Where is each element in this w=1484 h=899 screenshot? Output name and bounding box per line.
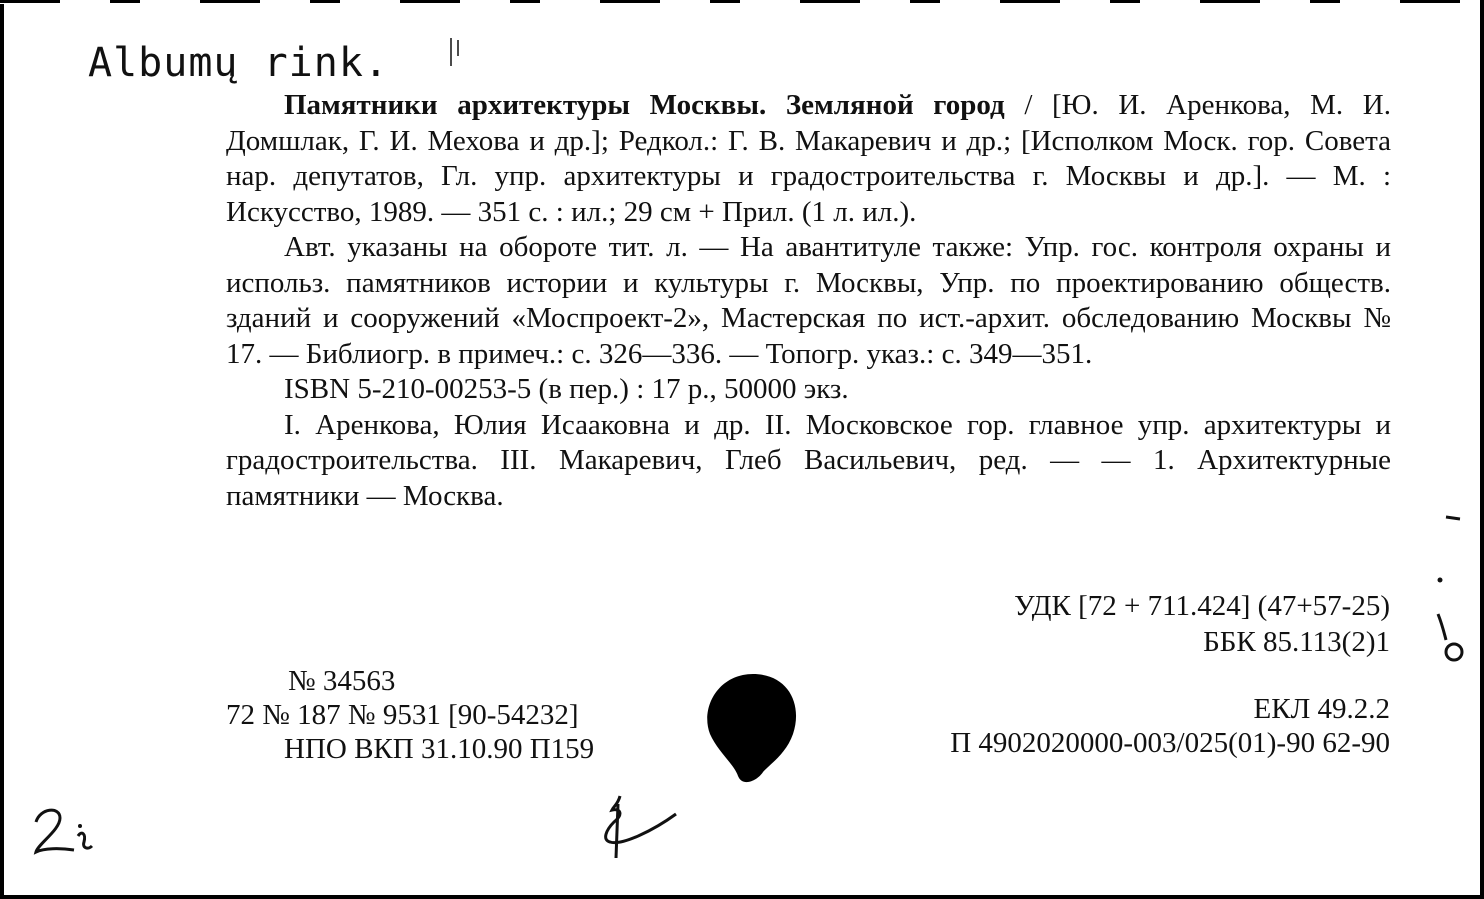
bibliographic-entry [226,88,1391,514]
classification-block [1014,588,1390,660]
ekl-code: ЕКЛ 49.2.2 [1253,693,1390,725]
ink-speck-icon [1444,512,1464,522]
entry-tracings: I. Аренкова, Юлия Исааковна и др. II. Московское гор. главное упр. архитектуры и градостроительства. III. Макаревич, Глеб Васильевич, ред. — — 1. Архитектурные памятники — Москва. [226,408,1391,512]
collection-stamp: Albumų rink. [88,40,389,86]
ink-speck-icon [1436,576,1444,584]
entry-isbn: ISBN 5-210-00253-5 (в пер.) : 17 р., 50000 экз. [284,373,849,405]
entry-note: Авт. указаны на обороте тит. л. — На авантитуле также: Упр. гос. контроля охраны и использ. памятников истории и культуры г. Москвы, Упр. по проектированию обществ. зданий и сооружений «Моспроект-2», Мастерская по ист.-архит. обследованию Москвы № 17. — Библиогр. в примеч.: с. 326—336. — Топогр. указ.: с. 349—351. [226,231,1391,370]
handwritten-mark-icon [30,800,100,860]
entry-title: Памятники архитектуры Москвы. Земляной город [284,89,1005,121]
inventory-line-3: НПО ВКП 31.10.90 П159 [284,733,595,765]
card-left-edge [0,4,4,899]
inventory-number: № 34563 [288,665,396,697]
ink-speck-icon [448,36,462,72]
card-top-edge [0,0,1484,3]
checkmark-icon [592,790,692,870]
card-right-edge [1480,0,1484,899]
entry-description: / [Ю. И. Аренкова, М. И. Домшлак, Г. И. Мехова и др.]; Редкол.: Г. В. Макаревич и др.; [Исполком Моск. гор. Совета нар. депутатов, Гл. упр. архитектуры и градостроительства г. Москвы и др.]. — М. : Искусство, 1989. — 351 с. : ил.; 29 см + Прил. (1 л. ил.). [226,89,1391,228]
codes-block [950,692,1390,760]
udc-code: УДК [72 + 711.424] (47+57-25) [1014,590,1390,622]
card-bottom-edge [0,895,1484,899]
bbk-code: ББК 85.113(2)1 [1203,626,1390,658]
entry-main [226,88,1391,230]
inventory-line-2: 72 № 187 № 9531 [90-54232] [226,699,579,731]
inventory-block [226,664,594,766]
publisher-code: П 4902020000-003/025(01)-90 62-90 [950,727,1390,759]
ink-speck-icon [1432,610,1472,670]
punch-hole-icon [688,664,818,794]
